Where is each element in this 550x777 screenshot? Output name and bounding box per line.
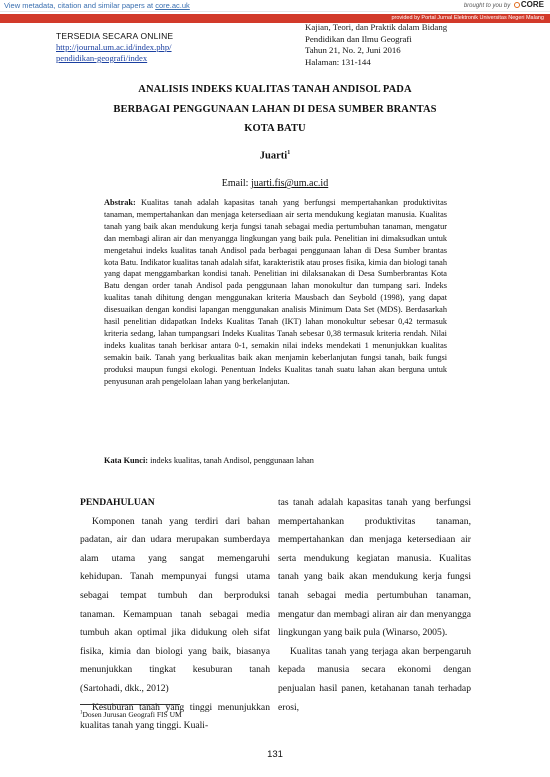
author-footnote-mark: 1 xyxy=(287,150,291,156)
body-column-left xyxy=(80,494,270,736)
core-brand[interactable] xyxy=(464,0,544,9)
footnote-text: Dosen Jurusan Geografi FIS UM xyxy=(82,710,182,719)
page-number: 131 xyxy=(267,749,283,760)
paragraph: Komponen tanah yang terdiri dari bahan padatan, air dan udara merupakan sumberdaya alam utama yang sangat memengaruhi kehidupan. Tanah mempunyai fungsi utama sebagai tempat tumbuh dan berproduksi tanaman. Kemampuan tanah sebagai media tumbuh akan optimal jika didukung oleh sifat fisika, kimia dan biologi yang baik, biasanya menunjukkan tingkat kesuburan tanah (Sartohadi, dkk., 2012) xyxy=(80,515,270,694)
email-label: Email: xyxy=(221,178,251,189)
core-logo-icon xyxy=(514,2,520,8)
core-brand-label: CORE xyxy=(520,0,544,9)
paragraph: Kualitas tanah yang terjaga akan berpengaruh kepada manusia secara ekonomi dengan penjualan hasil panen, ketahanan tanah terhadap erosi, xyxy=(278,645,471,713)
brought-by-text: brought to you by xyxy=(463,3,511,9)
open-access-box xyxy=(56,26,208,66)
section-heading: PENDAHULUAN xyxy=(80,497,155,508)
portal-text: provided by Portal Jurnal Elektronik Universitas Negeri Malang xyxy=(391,15,544,21)
title-line-3: KOTA BATU xyxy=(244,123,306,134)
core-link[interactable]: core.ac.uk xyxy=(155,1,190,10)
journal-url-line-2[interactable]: pendidikan-geografi/index xyxy=(56,53,148,63)
keywords xyxy=(104,455,447,466)
abstract-text: Kualitas tanah adalah kapasitas tanah yang berfungsi mempertahankan produktivitas tanaman, mempertahankan dan menjaga ketersediaan air serta mendukung kegiatan manusia. Kualitas tanah yang baik akan mendukung kerja fungsi tanah sebagai media pertumbuhan tanaman, mengatur dan membagi aliran air dan menyangga lingkungan yang baik pula. Penelitian ini dimaksudkan untuk mengetahui indeks kualitas tanah Andisol pada berbagai penggunaan lahan di Desa Sumber brantas kota Batu. Indikator kualitas tanah adalah sifat, karakteristik atau proses fisika, kimia dan biologi tanah yang dapat menggambarkan kondisi tanah. Penelitian ini dilaksanakan di Desa Sumberbrantas Kota Batu dengan order tanah Andisol pada penggunaan lahan monokultur dan tumpang sari. Indeks kualitas tanah dihitung dengan menggunakan kriteria Mausbach dan Seybold (1998), yang dapat disesuaikan dengan kondisi lapangan menggunakan analisis Minimum Data Set (MDS). Berdasarkah hasil penelitian didapatkan Indeks Kualitas Tanah (IKT) lahan monokultur sebesar 0,42 termasuk kriteria sedang, lahan tumpangsari Indeks Kualitas Tanah sebesar 0,38 termasuk kriteria rendah. Nilai indeks kualitas tanah berkisar antara 0-1, semakin nilai indeks mendekati 1 menunjukkan kualitas semakin baik. Tanah yang berkualitas baik akan menjamin keberlanjutan fungsi tanah, baik fungsi produksi maupun fungsi ekologi. Penentuan Indeks Kualitas tanah suatu lahan akan berguna untuk penyusunan arah pengelolaan lahan yang berkelanjutan. xyxy=(104,198,447,386)
abstract xyxy=(104,197,447,388)
footnote xyxy=(80,710,182,719)
title-line-2: BERBAGAI PENGGUNAAN LAHAN DI DESA SUMBER BRANTAS xyxy=(113,104,437,115)
core-banner xyxy=(0,0,550,12)
paragraph: Kesuburan tanah yang tinggi menunjukkan kualitas tanah yang tinggi. Kuali- xyxy=(80,701,270,732)
journal-line-2: Pendidikan dan Ilmu Geografi xyxy=(305,33,412,44)
footnote-mark: 1 xyxy=(80,710,83,716)
author-name: Juarti xyxy=(259,150,288,162)
title-line-1: ANALISIS INDEKS KUALITAS TANAH ANDISOL PADA xyxy=(138,84,412,95)
metadata-notice xyxy=(4,1,190,10)
paragraph: tas tanah adalah kapasitas tanah yang berfungsi mempertahankan produktivitas tanaman, mempertahankan dan menjaga ketersediaan air serta mendukung kegiatan manusia. Kualitas tanah yang baik akan mendukung kerja fungsi tanah sebagai media pertumbuhan tanaman, mengatur dan membagi aliran air dan menyangga lingkungan yang baik pula (Winarso, 2005). xyxy=(278,497,471,639)
keywords-text: indeks kualitas, tanah Andisol, penggunaan lahan xyxy=(148,456,314,465)
open-access-tag: TERSEDIA SECARA ONLINE xyxy=(56,31,174,41)
author-email xyxy=(40,178,510,189)
footnote-divider xyxy=(80,704,180,705)
body-column-right xyxy=(278,494,471,717)
metadata-text: View metadata, citation and similar papers at xyxy=(4,1,156,10)
keywords-label: Kata Kunci: xyxy=(104,456,149,465)
author xyxy=(40,150,510,162)
abstract-label: Abstrak: xyxy=(104,198,136,207)
journal-url-line-1[interactable]: http://journal.um.ac.id/index.php/ xyxy=(56,42,172,52)
journal-info xyxy=(305,22,505,68)
journal-line-4: Halaman: 131-144 xyxy=(305,56,371,67)
journal-line-1: Kajian, Teori, dan Praktik dalam Bidang xyxy=(305,22,448,32)
journal-line-3: Tahun 21, No. 2, Juni 2016 xyxy=(305,45,401,55)
email-address[interactable]: juarti.fis@um.ac.id xyxy=(250,178,329,189)
